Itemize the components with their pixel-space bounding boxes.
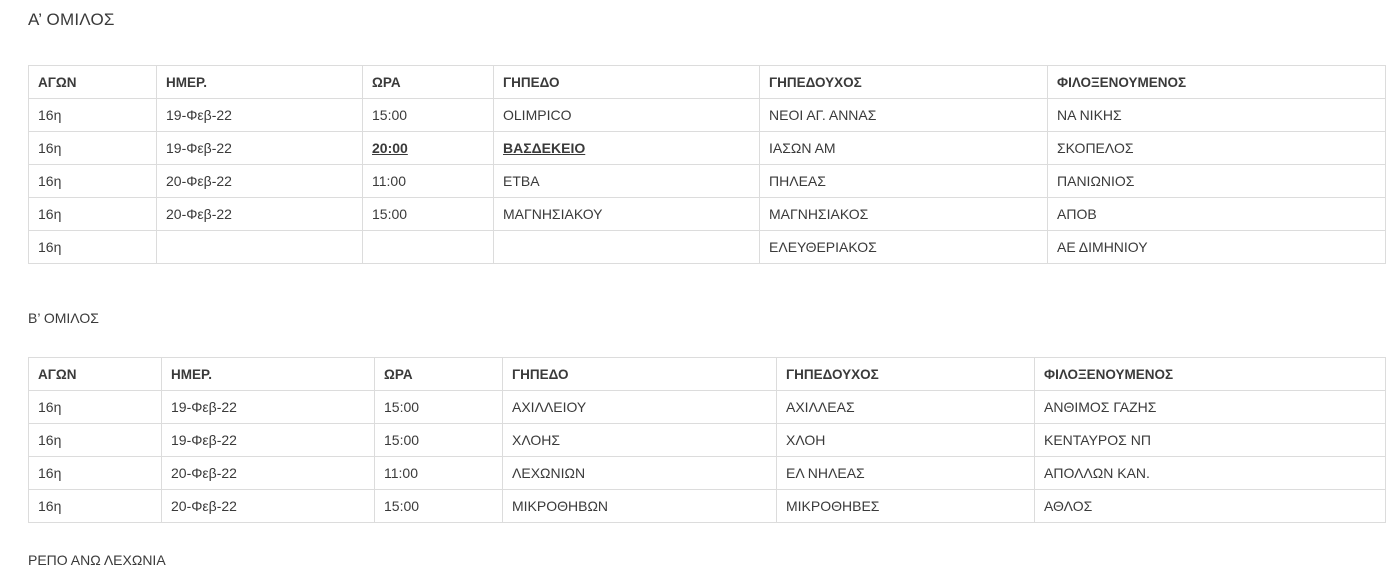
cell-date: 20-Φεβ-22 — [157, 165, 363, 198]
cell-date: 19-Φεβ-22 — [162, 391, 375, 424]
cell-home: ΧΛΟΗ — [777, 424, 1035, 457]
cell-time: 11:00 — [375, 457, 503, 490]
cell-time: 15:00 — [375, 424, 503, 457]
header-venue: ΓΗΠΕΔΟ — [494, 66, 760, 99]
group-a-title: Α’ ΟΜΙΛΟΣ — [28, 10, 115, 29]
cell-away: ΝΑ ΝΙΚΗΣ — [1048, 99, 1386, 132]
cell-away: ΣΚΟΠΕΛΟΣ — [1048, 132, 1386, 165]
cell-round: 16η — [29, 99, 157, 132]
header-away: ΦΙΛΟΞΕΝΟΥΜΕΝΟΣ — [1035, 358, 1386, 391]
header-time: ΩΡΑ — [363, 66, 494, 99]
header-venue: ΓΗΠΕΔΟ — [503, 358, 777, 391]
highlighted-venue: ΒΑΣΔΕΚΕΙΟ — [503, 140, 586, 156]
cell-date: 20-Φεβ-22 — [157, 198, 363, 231]
table-row — [29, 165, 1386, 198]
cell-venue: ΧΛΟΗΣ — [503, 424, 777, 457]
cell-venue: ΕΤΒΑ — [494, 165, 760, 198]
cell-home: ΕΛΕΥΘΕΡΙΑΚΟΣ — [760, 231, 1048, 264]
cell-round: 16η — [29, 198, 157, 231]
cell-away: ΑΠΟΛΛΩΝ ΚΑΝ. — [1035, 457, 1386, 490]
cell-venue: ΑΧΙΛΛΕΙΟΥ — [503, 391, 777, 424]
cell-home: ΕΛ ΝΗΛΕΑΣ — [777, 457, 1035, 490]
cell-venue — [494, 132, 760, 165]
table-row — [29, 99, 1386, 132]
cell-round: 16η — [29, 231, 157, 264]
cell-venue: ΜΑΓΝΗΣΙΑΚΟΥ — [494, 198, 760, 231]
cell-home: ΙΑΣΩΝ ΑΜ — [760, 132, 1048, 165]
cell-date: 19-Φεβ-22 — [157, 132, 363, 165]
cell-date — [157, 231, 363, 264]
cell-time: 15:00 — [363, 198, 494, 231]
header-home: ΓΗΠΕΔΟΥΧΟΣ — [760, 66, 1048, 99]
table-row — [29, 132, 1386, 165]
cell-home: ΠΗΛΕΑΣ — [760, 165, 1048, 198]
table-row — [29, 424, 1386, 457]
cell-away: ΠΑΝΙΩΝΙΟΣ — [1048, 165, 1386, 198]
table-row — [29, 457, 1386, 490]
cell-home: ΜΑΓΝΗΣΙΑΚΟΣ — [760, 198, 1048, 231]
cell-time — [363, 231, 494, 264]
header-home: ΓΗΠΕΔΟΥΧΟΣ — [777, 358, 1035, 391]
cell-time: 15:00 — [375, 391, 503, 424]
cell-time — [363, 132, 494, 165]
cell-date: 20-Φεβ-22 — [162, 457, 375, 490]
highlighted-time: 20:00 — [372, 140, 408, 156]
cell-round: 16η — [29, 490, 162, 523]
cell-away: ΑΝΘΙΜΟΣ ΓΑΖΗΣ — [1035, 391, 1386, 424]
header-away: ΦΙΛΟΞΕΝΟΥΜΕΝΟΣ — [1048, 66, 1386, 99]
cell-home: ΜΙΚΡΟΘΗΒΕΣ — [777, 490, 1035, 523]
cell-round: 16η — [29, 457, 162, 490]
header-date: ΗΜΕΡ. — [162, 358, 375, 391]
cell-venue: OLIMPICO — [494, 99, 760, 132]
header-time: ΩΡΑ — [375, 358, 503, 391]
cell-round: 16η — [29, 391, 162, 424]
cell-round: 16η — [29, 165, 157, 198]
cell-venue: ΜΙΚΡΟΘΗΒΩΝ — [503, 490, 777, 523]
bye-note: ΡΕΠΟ ΑΝΩ ΛΕΧΩΝΙΑ — [28, 552, 166, 568]
cell-date: 20-Φεβ-22 — [162, 490, 375, 523]
cell-time: 15:00 — [363, 99, 494, 132]
group-a-table — [28, 65, 1386, 264]
cell-home: ΝΕΟΙ ΑΓ. ΑΝΝΑΣ — [760, 99, 1048, 132]
table-row — [29, 391, 1386, 424]
header-date: ΗΜΕΡ. — [157, 66, 363, 99]
header-round: ΑΓΩΝ — [29, 358, 162, 391]
cell-away: ΚΕΝΤΑΥΡΟΣ ΝΠ — [1035, 424, 1386, 457]
cell-date: 19-Φεβ-22 — [162, 424, 375, 457]
cell-time: 11:00 — [363, 165, 494, 198]
table-row — [29, 490, 1386, 523]
cell-round: 16η — [29, 424, 162, 457]
cell-venue: ΛΕΧΩΝΙΩΝ — [503, 457, 777, 490]
cell-away: ΑΠΟΒ — [1048, 198, 1386, 231]
table-header-row — [29, 358, 1386, 391]
cell-venue — [494, 231, 760, 264]
cell-home: ΑΧΙΛΛΕΑΣ — [777, 391, 1035, 424]
cell-time: 15:00 — [375, 490, 503, 523]
group-b-table — [28, 357, 1386, 523]
table-row — [29, 198, 1386, 231]
cell-date: 19-Φεβ-22 — [157, 99, 363, 132]
cell-away: ΑΕ ΔΙΜΗΝΙΟΥ — [1048, 231, 1386, 264]
header-round: ΑΓΩΝ — [29, 66, 157, 99]
cell-away: ΑΘΛΟΣ — [1035, 490, 1386, 523]
table-row — [29, 231, 1386, 264]
table-header-row — [29, 66, 1386, 99]
cell-round: 16η — [29, 132, 157, 165]
group-b-title: Β’ ΟΜΙΛΟΣ — [28, 310, 99, 326]
